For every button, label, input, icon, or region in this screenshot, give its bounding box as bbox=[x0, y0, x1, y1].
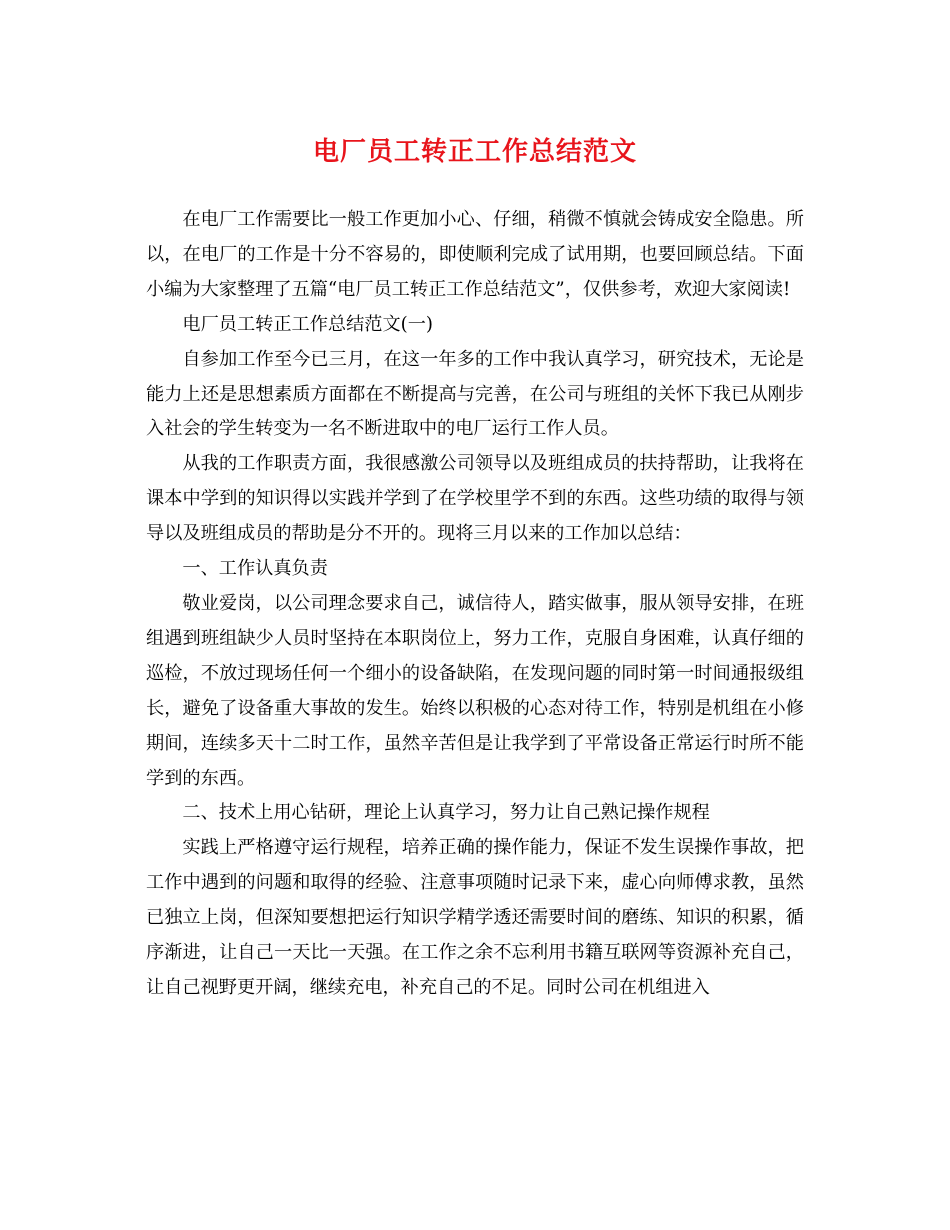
section-heading-work-attitude: 一、工作认真负责 bbox=[182, 558, 328, 580]
document-title: 电厂员工转正工作总结范文 bbox=[312, 137, 637, 167]
section-heading-technical-study: 二、技术上用心钻研，理论上认真学习，努力让自己熟记操作规程 bbox=[182, 802, 710, 824]
body-paragraph: 自参加工作至今已三月，在这一年多的工作中我认真学习，研究技术，无论是能力上还是思想素质方面都在不断提高与完善，在公司与班组的关怀下我已从刚步入社会的学生转变为一名不断进取中的电厂运行工作人员。 bbox=[146, 348, 804, 440]
body-paragraph: 从我的工作职责方面，我很感激公司领导以及班组成员的扶持帮助，让我将在课本中学到的知识得以实践并学到了在学校里学不到的东西。这些功绩的取得与领导以及班组成员的帮助是分不开的。现将三月以来的工作加以总结： bbox=[146, 453, 804, 545]
document-body bbox=[146, 203, 804, 1006]
body-paragraph: 实践上严格遵守运行规程，培养正确的操作能力，保证不发生误操作事故，把工作中遇到的问题和取得的经验、注意事项随时记录下来，虚心向师傅求教，虽然已独立上岗，但深知要想把运行知识学精学透还需要时间的磨练、知识的积累，循序渐进，让自己一天比一天强。在工作之余不忘利用书籍互联网等资源补充自己，让自己视野更开阔，继续充电，补充自己的不足。同时公司在机组进入 bbox=[146, 837, 804, 998]
section-heading-sample-one: 电厂员工转正工作总结范文(一) bbox=[182, 313, 434, 335]
body-paragraph: 敬业爱岗，以公司理念要求自己，诚信待人，踏实做事，服从领导安排，在班组遇到班组缺少人员时坚持在本职岗位上，努力工作，克服自身困难，认真仔细的巡检，不放过现场任何一个细小的设备缺陷，在发现问题的同时第一时间通报级组长，避免了设备重大事故的发生。始终以积极的心态对待工作，特别是机组在小修期间，连续多天十二时工作，虽然辛苦但是让我学到了平常设备正常运行时所不能学到的东西。 bbox=[146, 592, 804, 789]
intro-paragraph: 在电厂工作需要比一般工作更加小心、仔细，稍微不慎就会铸成安全隐患。所以，在电厂的工作是十分不容易的，即使顺利完成了试用期，也要回顾总结。下面小编为大家整理了五篇“电厂员工转正工作总结范文”，仅供参考，欢迎大家阅读! bbox=[146, 209, 804, 300]
